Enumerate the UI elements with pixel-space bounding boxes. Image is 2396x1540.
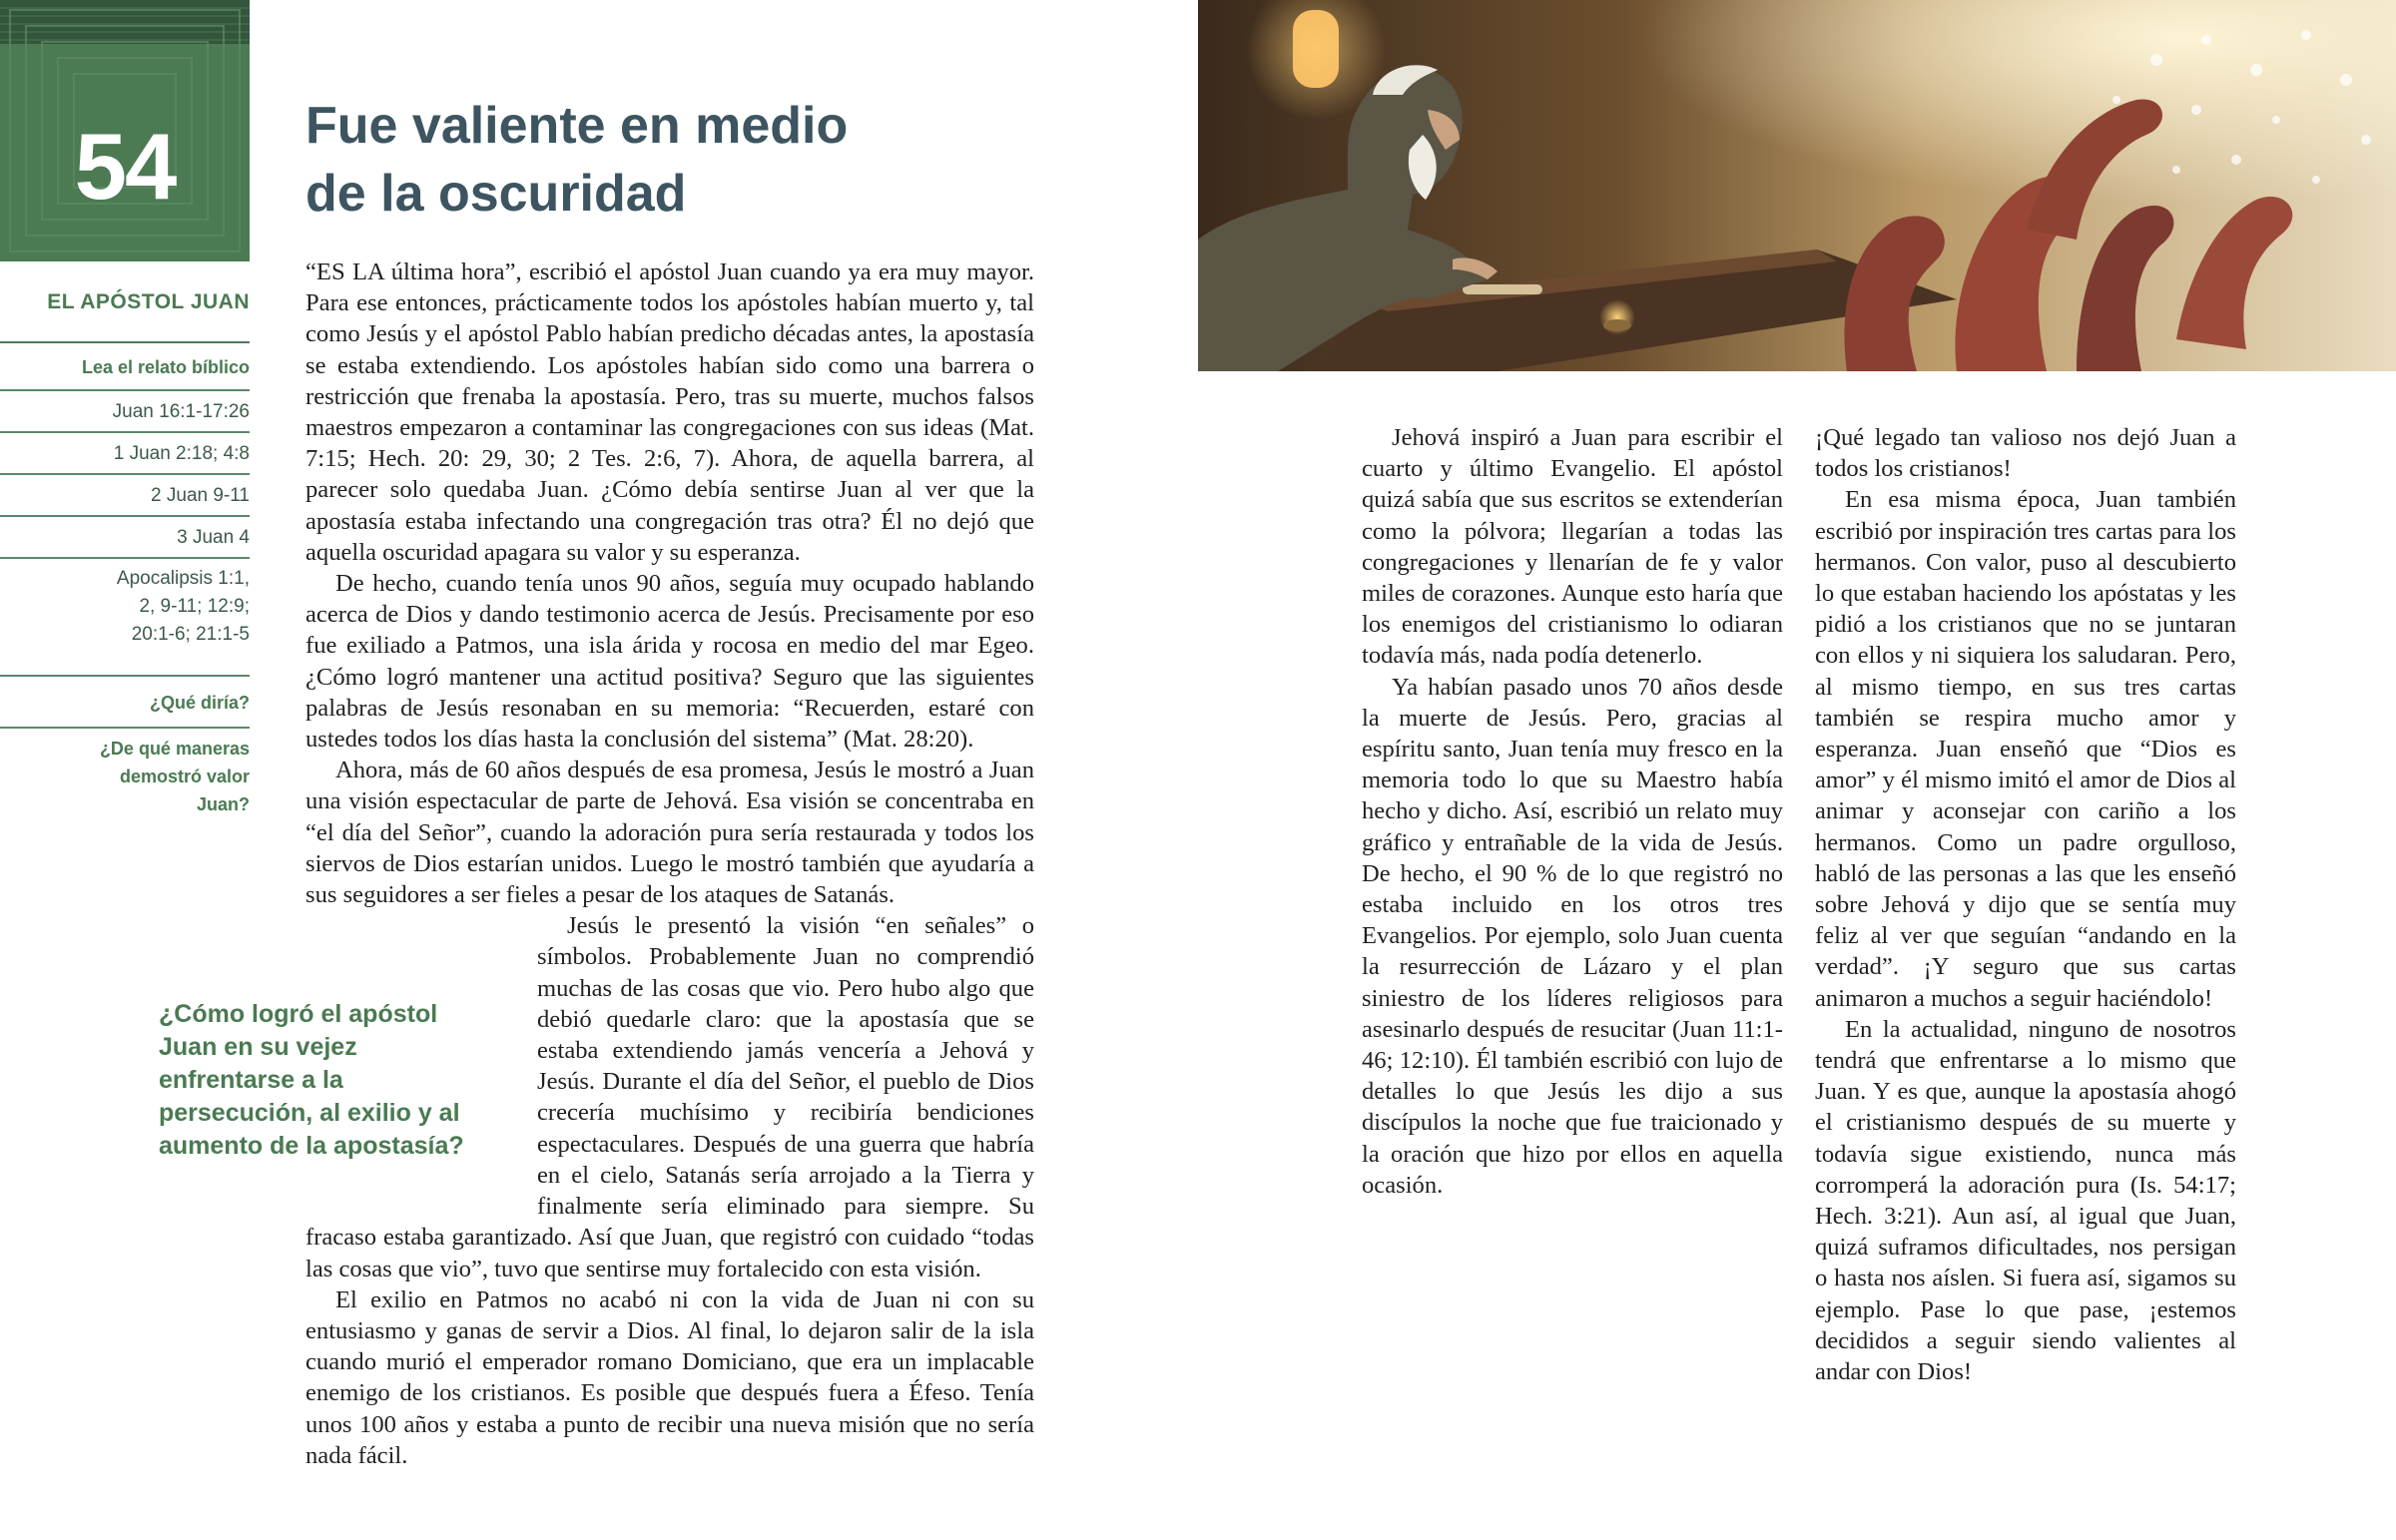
paragraph: En esa misma época, Juan también escribió por inspiración tres cartas para los hermanos. Con valor, puso al descubierto lo que estaban haciendo los apóstatas y les pidió a los cristianos que no se juntaran con ellos y ni siquiera los saludaran. Pero, al mismo tiempo, en sus tres cartas también se respira mucho amor y esperanza. Juan enseñó que “Dios es amor” y él mismo imitó el amor de Dios al animar y aconsejar con cariño a los hermanos. Como un padre orgulloso, habló de las personas a las que les enseñó sobre Jehová y dijo que se sentía muy feliz al ver que seguían “andando en la verdad”. ¡Y seguro que sus cartas animaron a muchos a seguir haciéndolo! bbox=[1815, 486, 2236, 1012]
scripture-ref: 1 Juan 2:18; 4:8 bbox=[0, 433, 250, 475]
read-label: Lea el relato bíblico bbox=[0, 343, 250, 391]
scripture-ref: 3 Juan 4 bbox=[0, 517, 250, 559]
question-line: ¿De qué maneras bbox=[99, 739, 250, 759]
chapter-title bbox=[305, 92, 904, 228]
question-line: demostró valor bbox=[119, 767, 250, 786]
scripture-ref-multiline bbox=[0, 559, 250, 677]
paragraph: Ya habían pasado unos 70 años desde la muerte de Jesús. Pero, gracias al espíritu santo, Juan tenía muy fresco en la memoria todo lo que su Maestro había hecho y dicho. Así, escribió un relato muy gráfico y entrañable de la vida de Jesús. De hecho, el 90 % de lo que registró no estaba incluido en los otros tres Evangelios. Por ejemplo, solo Juan cuenta la resurrección de Lázaro y el plan siniestro de los líderes religiosos para asesinarlo después de resucitar (Juan 11:1-46; 12:10). Él también escribió con lujo de detalles lo que Jesús les dijo a sus discípulos la noche que fue traicionado y la oración que hizo por ellos en aquella ocasión. bbox=[1362, 673, 1783, 1199]
scripture-ref: 2 Juan 9-11 bbox=[0, 475, 250, 517]
scripture-ref: Juan 16:1-17:26 bbox=[0, 391, 250, 433]
paragraph: ¡Qué legado tan valioso nos dejó Juan a todos los cristianos! bbox=[1815, 424, 2236, 483]
paragraph: Jesús le presentó la visión “en señales” o símbolos. Probablemente Juan no comprendió muchas de las cosas que vio. Pero hubo algo que debió quedarle claro: que la apostasía que se estaba extendiendo jamás vencería a Jehová y Jesús. Durante el día del Señor, el pueblo de Dios crecería muchísimo y recibiría bendiciones espectaculares. Después de una guerra que habría en el cielo, Satanás sería arrojado a la Tierra y finalmente sería eliminado para siempre. Su fracaso estaba garantizado. Así que Juan, que registró con cuidado “todas las cosas que vio”, tuvo que sentirse muy fortalecido con esta visión. bbox=[305, 912, 1034, 1283]
ref-line: 2, 9-11; 12:9; bbox=[139, 596, 250, 617]
chapter-number: 54 bbox=[74, 114, 176, 219]
paragraph: “ES LA última hora”, escribió el apóstol Juan cuando ya era muy mayor. Para ese entonces, prácticamente todos los apóstoles habían muerto y, tal como Jesús y el apóstol Pablo habían predicho décadas antes, la apostasía se estaba extendiendo. Los apóstoles habían sido como una barrera o restricción que frenaba la apostasía. Pero, tras su muerte, muchos falsos maestros empezaron a contaminar las congregaciones con sus ideas (Mat. 7:15; Hech. 20: 29, 30; 2 Tes. 2:6, 7). Ahora, de aquella barrera, al parecer solo quedaba Juan. ¿Cómo debía sentirse Juan al ver que la apostasía estaba infectando una congregación tras otra? Él no dejó que aquella oscuridad apagara su valor y su esperanza. bbox=[305, 258, 1034, 566]
paragraph: El exilio en Patmos no acabó ni con la vida de Juan ni con su entusiasmo y ganas de servir a Dios. Al final, lo dejaron salir de la isla cuando murió el emperador romano Domiciano, que era un implacable enemigo de los cristianos. Es posible que después fuera a Éfeso. Tenía unos 100 años y estaba a punto de recibir una nueva misión que no sería nada fácil. bbox=[305, 1285, 1034, 1469]
paragraph: De hecho, cuando tenía unos 90 años, seguía muy ocupado hablando acerca de Dios y dando testimonio acerca de Jesús. Precisamente por eso fue exiliado a Patmos, una isla árida y rocosa en medio del mar Egeo. ¿Cómo logró mantener una actitud positiva? Seguro que las siguientes palabras de Jesús resonaban en su memoria: “Recuerden, estaré con ustedes todos los días hasta la conclusión del sistema” (Mat. 28:20). bbox=[305, 570, 1034, 754]
title-line: de la oscuridad bbox=[305, 165, 687, 223]
illustration-art bbox=[1198, 0, 2396, 371]
ref-line: 20:1-6; 21:1-5 bbox=[131, 624, 250, 645]
chapter-number-box bbox=[0, 0, 250, 261]
question-how-courage bbox=[0, 729, 250, 818]
question-what-say: ¿Qué diría? bbox=[0, 677, 250, 729]
paragraph bbox=[305, 755, 1034, 910]
illustration-john-vision bbox=[1198, 0, 2396, 371]
sidebar bbox=[0, 261, 250, 818]
paragraph-text: Ahora, más de 60 años después de esa promesa, Jesús le mostró a Juan una visión espectacular de parte de Jehová. Esa visión se concentraba en “el día del Señor”, cuando la adoración pura sería restaurada y todos los siervos de Dios estarían unidos. Luego le mostró también que ayudaría a sus seguidores a ser fieles a pesar de los ataques de Satanás. bbox=[305, 757, 1034, 909]
title-line: Fue valiente en medio bbox=[305, 97, 849, 155]
text-column-middle bbox=[1362, 422, 1783, 1201]
ref-line: Apocalipsis 1:1, bbox=[116, 568, 250, 589]
text-column-left bbox=[305, 257, 1034, 1471]
paragraph: Jehová inspiró a Juan para escribir el cuarto y último Evangelio. El apóstol quizá sabía que sus escritos se extenderían como la pólvora; llegarían a todas las congregaciones y llenarían de fe y valor miles de corazones. Aunque esto haría que los enemigos del cristianismo lo odiaran todavía más, nada podía detenerlo. bbox=[1362, 424, 1783, 670]
sidebar-heading: EL APÓSTOL JUAN bbox=[0, 261, 250, 343]
question-line: Juan? bbox=[196, 794, 250, 814]
paragraph: En la actualidad, ninguno de nosotros tendrá que enfrentarse a lo mismo que Juan. Y es que, aunque la apostasía ahogó el cristianismo después de su muerte y todavía sigue existiendo, nunca más corromperá la adoración pura (Is. 54:17; Hech. 3:21). Aun así, al igual que Juan, quizá suframos dificultades, nos persigan o hasta nos aíslen. Si fuera así, sigamos su ejemplo. Pase lo que pase, ¡estemos decididos a seguir siendo valientes al andar con Dios! bbox=[1815, 1015, 2236, 1386]
pull-quote: ¿Cómo logró el apóstol Juan en su vejez enfrentarse a la persecución, al exilio y al aumento de la apostasía? bbox=[159, 1000, 464, 1160]
text-column-right bbox=[1815, 422, 2236, 1387]
